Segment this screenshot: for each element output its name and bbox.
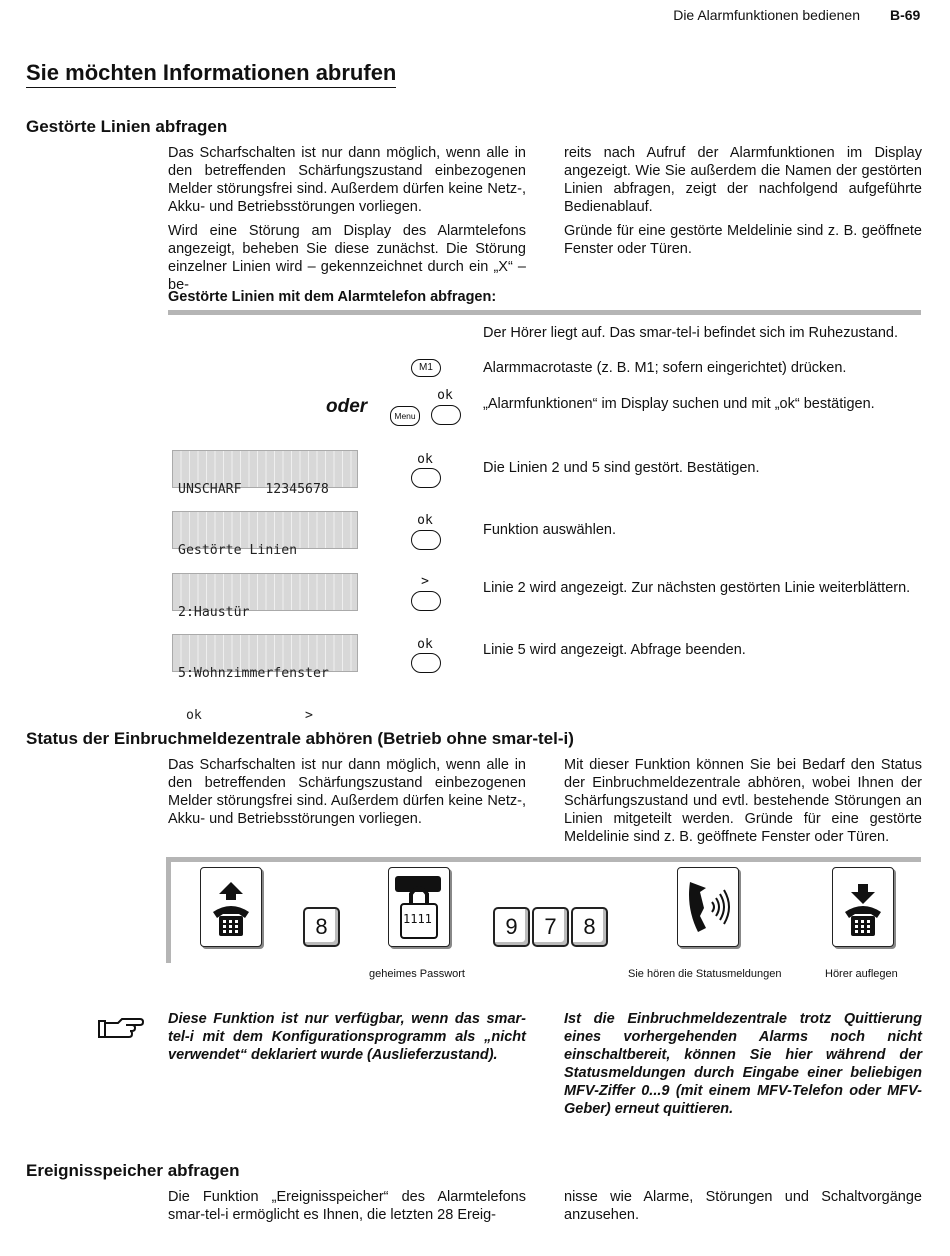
paragraph: reits nach Aufruf der Alarmfunktionen im Display angezeigt. Wie Sie außerdem die Namen der gestörten Linien abfragen, zeigt der nachfolgend aufgeführte Bedienablauf. <box>564 145 922 215</box>
lcd-display <box>172 573 358 620</box>
paragraph: Gründe für eine gestörte Meldelinie sind z. B. geöffnete Fenster oder Türen. <box>564 223 922 257</box>
ok-key-icon <box>411 530 441 550</box>
sec3-right-column <box>564 1188 922 1230</box>
pointing-hand-icon <box>98 1015 144 1046</box>
or-label: oder <box>326 396 368 417</box>
lcd-display <box>172 634 358 723</box>
step-text: Der Hörer liegt auf. Das smar-tel-i befindet sich im Ruhezustand. <box>483 325 899 341</box>
page-title: Sie möchten Informationen abrufen <box>26 60 396 88</box>
note-left: Diese Funktion ist nur verfügbar, wenn das smar-tel-i mit dem Konfigurationsprogramm als „nicht verwendet“ deklariert wurde (Auslieferzustand). <box>168 1011 526 1063</box>
caption-status: Sie hören die Statusmeldungen <box>628 968 782 980</box>
paragraph: Die Funktion „Ereignisspeicher“ des Alarmtelefons smar-tel-i ermöglicht es Ihnen, die letzten 28 Ereig- <box>168 1189 526 1223</box>
password-lock-icon <box>388 867 450 947</box>
menu-key-icon: Menu <box>390 406 420 426</box>
ok-key-icon <box>411 653 441 673</box>
caption-hang-up: Hörer auflegen <box>825 968 898 980</box>
step-text: „Alarmfunktionen“ im Display suchen und mit „ok“ bestätigen. <box>483 396 875 412</box>
sec1-left-column <box>168 144 526 300</box>
digit-key-7: 7 <box>532 907 569 947</box>
procedure-subheading: Gestörte Linien mit dem Alarmtelefon abfragen: <box>168 289 497 305</box>
paragraph: Mit dieser Funktion können Sie bei Bedarf den Status der Einbruchmeldezentrale abhören, wobei Ihnen der Schärfungszustand und evtl. bestehende Störungen an Linien mitgeteilt werden. Gründe für eine gestörte Meldelinie sind z. B. geöffnete Fenster oder Türen. <box>564 757 922 845</box>
m1-key-icon: M1 <box>411 359 441 377</box>
hang-up-icon <box>832 867 894 947</box>
paragraph: nisse wie Alarme, Störungen und Schaltvorgänge anzusehen. <box>564 1189 922 1223</box>
ok-key-icon <box>431 405 461 425</box>
step-text: Linie 2 wird angezeigt. Zur nächsten gestörten Linie weiterblättern. <box>483 580 911 596</box>
lift-handset-icon <box>200 867 262 947</box>
digit-key-8: 8 <box>571 907 608 947</box>
digit-key-9: 9 <box>493 907 530 947</box>
sec2-left-column <box>168 756 526 834</box>
step-text: Funktion auswählen. <box>483 522 616 538</box>
lcd-line: Gestörte Linien <box>178 543 298 558</box>
lcd-line: ok > <box>178 708 313 723</box>
procedure-rule <box>168 310 921 315</box>
ok-key-label: ok <box>417 513 433 528</box>
step-text: Die Linien 2 und 5 sind gestört. Bestätigen. <box>483 460 760 476</box>
section-heading-status: Status der Einbruchmeldezentrale abhören (Betrieb ohne smar-tel-i) <box>26 729 574 748</box>
paragraph: Das Scharfschalten ist nur dann möglich, wenn alle in den betreffenden Schärfungszustand einbezogenen Melder störungsfrei sind. Außerdem dürfen keine Netz-, Akku- und Betriebsstörungen vorliegen. <box>168 145 526 215</box>
lcd-display <box>172 511 358 558</box>
lcd-display <box>172 450 358 497</box>
ok-key-icon <box>411 468 441 488</box>
running-header-title: Die Alarmfunktionen bedienen <box>673 7 860 23</box>
section-heading-gestoerte-linien: Gestörte Linien abfragen <box>26 117 228 136</box>
next-key-icon <box>411 591 441 611</box>
sec3-left-column <box>168 1188 526 1230</box>
lcd-line: 5:Wohnzimmerfenster <box>178 666 329 681</box>
lcd-line: UNSCHARF 12345678 <box>178 482 329 497</box>
paragraph: Das Scharfschalten ist nur dann möglich, wenn alle in den betreffenden Schärfungszustand einbezogenen Melder störungsfrei sind. Außerdem dürfen keine Netz-, Akku- und Betriebsstörungen vorliegen. <box>168 757 526 827</box>
sec1-right-column <box>564 144 922 264</box>
digit-key-8: 8 <box>303 907 340 947</box>
ok-key-label: ok <box>437 388 453 403</box>
page-number: B-69 <box>890 7 921 23</box>
ok-key-label: ok <box>417 452 433 467</box>
listening-handset-icon <box>677 867 739 947</box>
note-right: Ist die Einbruchmeldezentrale trotz Quittierung eines vorhergehenden Alarms noch nicht einschaltbereit, können Sie hier während der Statusmeldungen durch Eingabe einer beliebigen MFV-Ziffer 0...9 (mit einem MFV-Telefon oder MFV-Geber) erneut quittieren. <box>564 1011 922 1117</box>
lcd-line: 2:Haustür <box>178 605 250 620</box>
step-text: Alarmmacrotaste (z. B. M1; sofern eingerichtet) drücken. <box>483 360 847 376</box>
next-key-label: > <box>421 574 429 589</box>
section-heading-ereignisspeicher: Ereignisspeicher abfragen <box>26 1161 240 1180</box>
step-text: Linie 5 wird angezeigt. Abfrage beenden. <box>483 642 746 658</box>
sec2-right-column <box>564 756 922 852</box>
ok-key-label: ok <box>417 637 433 652</box>
caption-password: geheimes Passwort <box>369 968 465 980</box>
pin-code: 1111 <box>403 912 432 926</box>
paragraph: Wird eine Störung am Display des Alarmtelefons angezeigt, beheben Sie diese zunächst. Die Störung einzelner Linien wird – gekennzeichnet durch ein „X“ – be- <box>168 223 526 293</box>
